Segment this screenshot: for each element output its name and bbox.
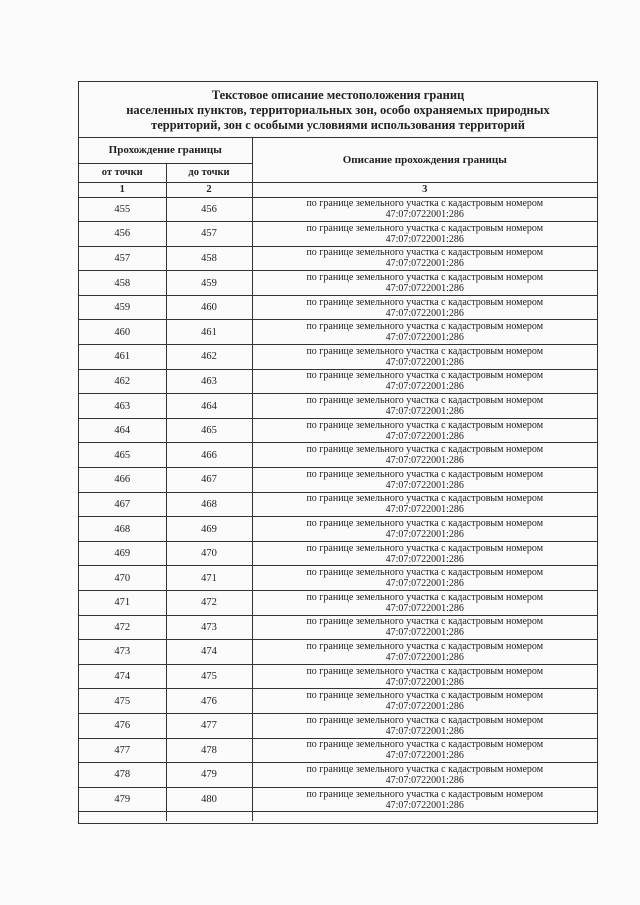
- boundary-description: [252, 222, 597, 247]
- from-point: 475: [79, 689, 166, 714]
- to-point: 469: [166, 517, 252, 542]
- table-row: [79, 664, 597, 689]
- cadastral-number: 47:07:0722001:286: [385, 258, 464, 270]
- table-row: [79, 295, 597, 320]
- header-description: Описание прохождения границы: [252, 138, 597, 182]
- to-point: 461: [166, 320, 252, 345]
- document-title: [79, 82, 597, 138]
- to-point: 476: [166, 689, 252, 714]
- from-point: 466: [79, 468, 166, 493]
- from-point: 471: [79, 591, 166, 616]
- boundary-description: [252, 394, 597, 419]
- description-text: по границе земельного участка с кадастровым номером: [306, 665, 544, 677]
- description-text: по границе земельного участка с кадастровым номером: [306, 370, 544, 382]
- table-row: [79, 492, 597, 517]
- cadastral-number: 47:07:0722001:286: [385, 283, 464, 295]
- title-line-2: населенных пунктов, территориальных зон, особо охраняемых природных: [126, 103, 550, 117]
- to-point: 468: [166, 492, 252, 517]
- cadastral-number: 47:07:0722001:286: [385, 381, 464, 393]
- from-point: 456: [79, 222, 166, 247]
- boundary-description: [252, 246, 597, 271]
- header-col-2: 2: [166, 182, 252, 197]
- to-point: 466: [166, 443, 252, 468]
- cadastral-number: 47:07:0722001:286: [385, 553, 464, 565]
- to-point: 464: [166, 394, 252, 419]
- to-point: 460: [166, 295, 252, 320]
- boundary-description: [252, 689, 597, 714]
- boundary-description: [252, 591, 597, 616]
- boundary-description: [252, 738, 597, 763]
- description-text: по границе земельного участка с кадастровым номером: [306, 444, 544, 456]
- description-text: по границе земельного участка с кадастровым номером: [306, 345, 544, 357]
- table-row: [79, 271, 597, 296]
- boundary-description: [252, 320, 597, 345]
- description-text: по границе земельного участка с кадастровым номером: [306, 616, 544, 628]
- table-row: [79, 443, 597, 468]
- cadastral-number: 47:07:0722001:286: [385, 799, 464, 811]
- description-text: по границе земельного участка с кадастровым номером: [306, 591, 544, 603]
- cadastral-number: 47:07:0722001:286: [385, 602, 464, 614]
- table-row: [79, 468, 597, 493]
- boundary-description: [252, 369, 597, 394]
- to-point: 471: [166, 566, 252, 591]
- boundary-description: [252, 345, 597, 370]
- from-point: 474: [79, 664, 166, 689]
- header-col-3: 3: [252, 182, 597, 197]
- description-text: по границе земельного участка с кадастровым номером: [306, 198, 544, 210]
- title-line-3: территорий, зон с особыми условиями использования территорий: [151, 118, 525, 132]
- cadastral-number: 47:07:0722001:286: [385, 233, 464, 245]
- cadastral-number: 47:07:0722001:286: [385, 651, 464, 663]
- boundary-description: [252, 664, 597, 689]
- from-point: 473: [79, 640, 166, 665]
- cadastral-number: 47:07:0722001:286: [385, 676, 464, 688]
- to-point: 480: [166, 787, 252, 812]
- cadastral-number: 47:07:0722001:286: [385, 504, 464, 516]
- to-point: 459: [166, 271, 252, 296]
- boundary-description: [252, 541, 597, 566]
- from-point: 461: [79, 345, 166, 370]
- table-row: [79, 320, 597, 345]
- description-text: по границе земельного участка с кадастровым номером: [306, 763, 544, 775]
- cadastral-number: 47:07:0722001:286: [385, 430, 464, 442]
- header-to: до точки: [166, 163, 252, 182]
- document-sheet: [78, 81, 598, 824]
- description-text: по границе земельного участка с кадастровым номером: [306, 788, 544, 800]
- table-row: [79, 345, 597, 370]
- description-text: по границе земельного участка с кадастровым номером: [306, 419, 544, 431]
- from-point: 479: [79, 787, 166, 812]
- from-point: 468: [79, 517, 166, 542]
- cadastral-number: 47:07:0722001:286: [385, 750, 464, 762]
- boundary-description: [252, 295, 597, 320]
- header-col-1: 1: [79, 182, 166, 197]
- table-row: [79, 369, 597, 394]
- table-row: [79, 418, 597, 443]
- to-point: 456: [166, 197, 252, 222]
- table-row: [79, 591, 597, 616]
- to-point: 475: [166, 664, 252, 689]
- table-row: [79, 787, 597, 812]
- description-text: по границе земельного участка с кадастровым номером: [306, 272, 544, 284]
- table-row: [79, 394, 597, 419]
- header-passage: Прохождение границы: [79, 138, 252, 163]
- cadastral-number: 47:07:0722001:286: [385, 529, 464, 541]
- table-row: [79, 615, 597, 640]
- description-text: по границе земельного участка с кадастровым номером: [306, 296, 544, 308]
- cadastral-number: 47:07:0722001:286: [385, 479, 464, 491]
- from-point: 455: [79, 197, 166, 222]
- from-point: 472: [79, 615, 166, 640]
- table-row: [79, 517, 597, 542]
- to-point: 462: [166, 345, 252, 370]
- cadastral-number: 47:07:0722001:286: [385, 307, 464, 319]
- from-point: 459: [79, 295, 166, 320]
- cadastral-number: 47:07:0722001:286: [385, 332, 464, 344]
- table-row: [79, 541, 597, 566]
- to-point: 473: [166, 615, 252, 640]
- cadastral-number: 47:07:0722001:286: [385, 406, 464, 418]
- cadastral-number: 47:07:0722001:286: [385, 627, 464, 639]
- cadastral-number: 47:07:0722001:286: [385, 774, 464, 786]
- boundary-description: [252, 197, 597, 222]
- from-point: 460: [79, 320, 166, 345]
- description-text: по границе земельного участка с кадастровым номером: [306, 739, 544, 751]
- to-point: 472: [166, 591, 252, 616]
- boundary-description: [252, 443, 597, 468]
- from-point: 467: [79, 492, 166, 517]
- description-text: по границе земельного участка с кадастровым номером: [306, 468, 544, 480]
- from-point: 464: [79, 418, 166, 443]
- from-point: 478: [79, 763, 166, 788]
- table-row: [79, 689, 597, 714]
- description-text: по границе земельного участка с кадастровым номером: [306, 567, 544, 579]
- cadastral-number: 47:07:0722001:286: [385, 356, 464, 368]
- description-text: по границе земельного участка с кадастровым номером: [306, 321, 544, 333]
- table-row: [79, 640, 597, 665]
- to-point: 478: [166, 738, 252, 763]
- description-text: по границе земельного участка с кадастровым номером: [306, 640, 544, 652]
- description-text: по границе земельного участка с кадастровым номером: [306, 222, 544, 234]
- cadastral-number: 47:07:0722001:286: [385, 578, 464, 590]
- header-from: от точки: [79, 163, 166, 182]
- boundary-description: [252, 787, 597, 812]
- table-row: [79, 197, 597, 222]
- to-point: 457: [166, 222, 252, 247]
- to-point: 477: [166, 713, 252, 738]
- table-row: [79, 713, 597, 738]
- boundary-table: [79, 138, 597, 821]
- boundary-description: [252, 763, 597, 788]
- from-point: 457: [79, 246, 166, 271]
- from-point: 469: [79, 541, 166, 566]
- description-text: по границе земельного участка с кадастровым номером: [306, 714, 544, 726]
- to-point: 463: [166, 369, 252, 394]
- cadastral-number: 47:07:0722001:286: [385, 701, 464, 713]
- from-point: 465: [79, 443, 166, 468]
- title-line-1: Текстовое описание местоположения границ: [211, 88, 465, 102]
- boundary-description: [252, 418, 597, 443]
- to-point: 470: [166, 541, 252, 566]
- to-point: 479: [166, 763, 252, 788]
- description-text: по границе земельного участка с кадастровым номером: [306, 395, 544, 407]
- boundary-description: [252, 615, 597, 640]
- table-row: [79, 763, 597, 788]
- boundary-description: [252, 517, 597, 542]
- boundary-description: [252, 468, 597, 493]
- table-row: [79, 246, 597, 271]
- boundary-description: [252, 271, 597, 296]
- boundary-description: [252, 492, 597, 517]
- to-point: 474: [166, 640, 252, 665]
- description-text: по границе земельного участка с кадастровым номером: [306, 518, 544, 530]
- cadastral-number: 47:07:0722001:286: [385, 725, 464, 737]
- cadastral-number: 47:07:0722001:286: [385, 209, 464, 221]
- from-point: 477: [79, 738, 166, 763]
- table-row: [79, 222, 597, 247]
- to-point: 467: [166, 468, 252, 493]
- from-point: 458: [79, 271, 166, 296]
- from-point: 463: [79, 394, 166, 419]
- table-row: [79, 566, 597, 591]
- table-end-row: [79, 812, 597, 821]
- from-point: 470: [79, 566, 166, 591]
- cadastral-number: 47:07:0722001:286: [385, 455, 464, 467]
- description-text: по границе земельного участка с кадастровым номером: [306, 247, 544, 259]
- to-point: 458: [166, 246, 252, 271]
- boundary-description: [252, 713, 597, 738]
- description-text: по границе земельного участка с кадастровым номером: [306, 690, 544, 702]
- description-text: по границе земельного участка с кадастровым номером: [306, 542, 544, 554]
- table-row: [79, 738, 597, 763]
- boundary-description: [252, 566, 597, 591]
- description-text: по границе земельного участка с кадастровым номером: [306, 493, 544, 505]
- from-point: 476: [79, 713, 166, 738]
- boundary-description: [252, 640, 597, 665]
- from-point: 462: [79, 369, 166, 394]
- to-point: 465: [166, 418, 252, 443]
